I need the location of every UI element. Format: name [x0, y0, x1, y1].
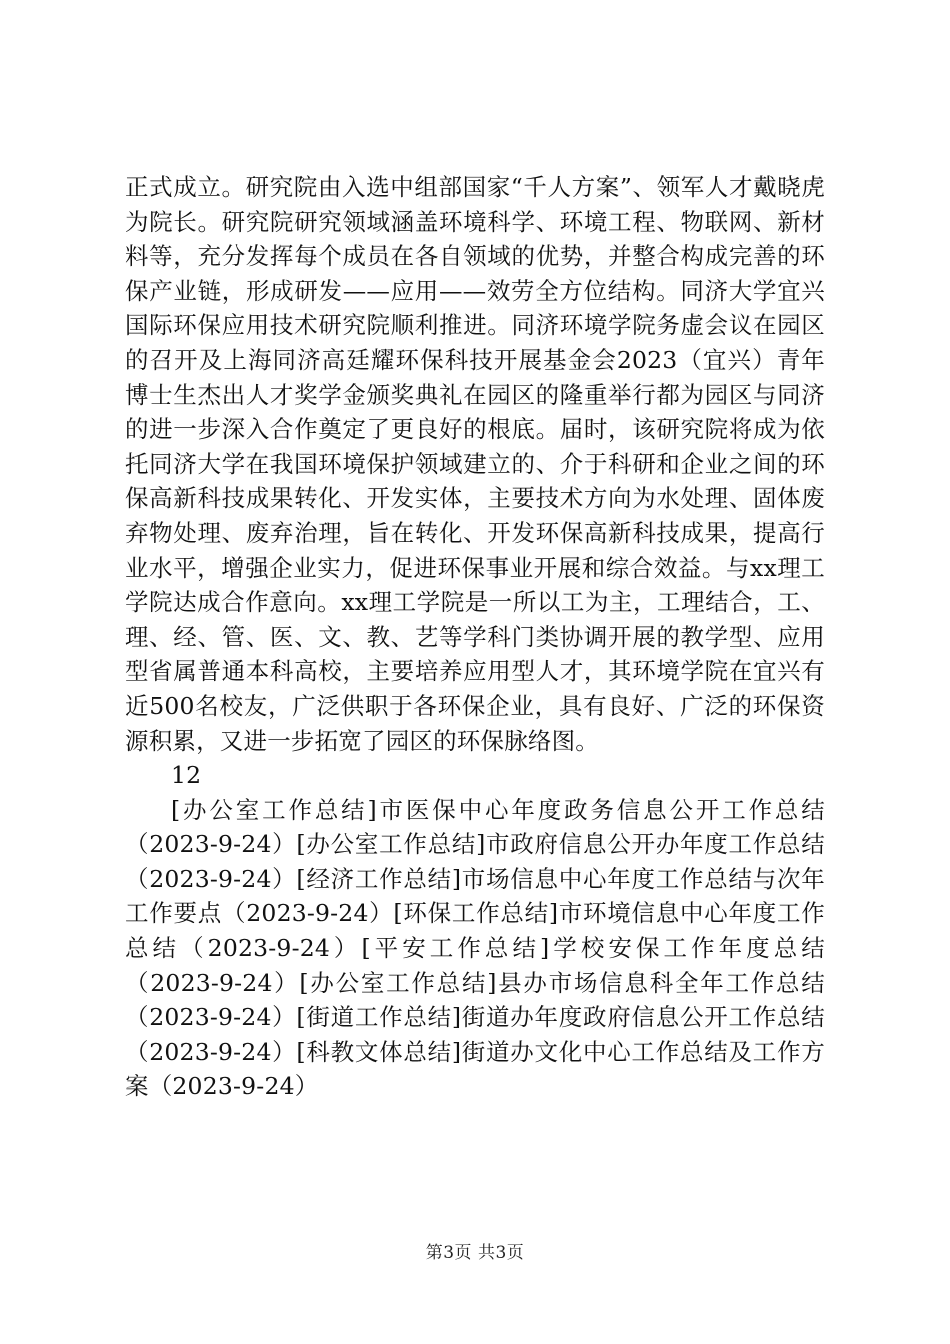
- page-footer: [0, 1242, 950, 1264]
- body-paragraph-continuation: 正式成立。研究院由入选中组部国家“千人方案”、领军人才戴晓虎为院长。研究院研究领域涵盖环境科学、环境工程、物联网、新材料等，充分发挥每个成员在各自领域的优势，并整合构成完善的环保产业链，形成研发——应用——效劳全方位结构。同济大学宜兴国际环保应用技术研究院顺利推进。同济环境学院务虚会议在园区的召开及上海同济高廷耀环保科技开展基金会2023（宜兴）青年博士生杰出人才奖学金颁奖典礼在园区的隆重举行都为园区与同济的进一步深入合作奠定了更良好的根底。届时，该研究院将成为依托同济大学在我国环境保护领域建立的、介于科研和企业之间的环保高新科技成果转化、开发实体，主要技术方向为水处理、固体废弃物处理、废弃治理，旨在转化、开发环保高新科技成果，提高行业水平，增强企业实力，促进环保事业开展和综合效益。与xx理工学院达成合作意向。xx理工学院是一所以工为主，工理结合，工、理、经、管、医、文、教、艺等学科门类协调开展的教学型、应用型省属普通本科高校，主要培养应用型人才，其环境学院在宜兴有近500名校友，广泛供职于各环保企业，具有良好、广泛的环保资源积累，又进一步拓宽了园区的环保脉络图。: [125, 173, 825, 755]
- document-body: [125, 170, 825, 1104]
- page-number-label: 第3页 共3页: [425, 1243, 525, 1263]
- inline-number-marker: 12: [171, 761, 202, 790]
- related-articles-paragraph: [办公室工作总结]市医保中心年度政务信息公开工作总结（2023-9-24）[办公室工作总结]市政府信息公开办年度工作总结（2023-9-24）[经济工作总结]市场信息中心年度工作总结与次年工作要点（2023-9-24）[环保工作总结]市环境信息中心年度工作总结（2023-9-24）[平安工作总结]学校安保工作年度总结（2023-9-24）[办公室工作总结]县办市场信息科全年工作总结（2023-9-24）[街道工作总结]街道办年度政府信息公开工作总结（2023-9-24）[科教文体总结]街道办文化中心工作总结及工作方案（2023-9-24）: [125, 795, 825, 1101]
